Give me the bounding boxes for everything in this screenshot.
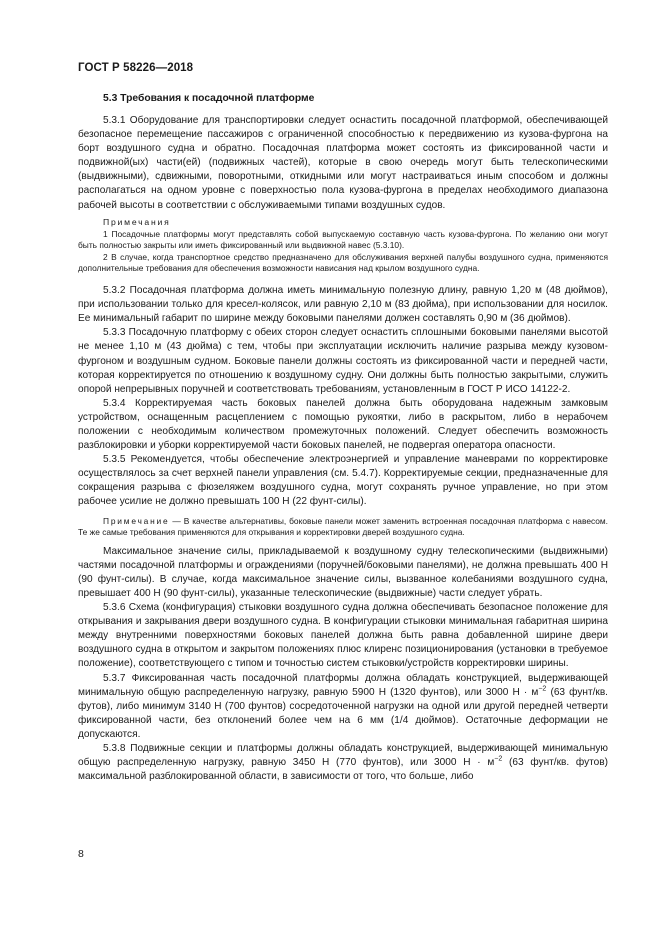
paragraph-max-force: Максимальное значение силы, прикладываемой к воздушному судну телескопическими (выдвижными) частями посадочной платформы и ограждениями (поручней/боковыми панелями), не должна превышать 400 Н (90 фунт-силы). В случае, когда максимальное значение силы, вызванное колебаниями воздушного судна, превышает 400 Н (90 фунт-силы), указанные телескопические (выдвижные) части следует убрать. — [78, 545, 608, 599]
note-single-text: — В качестве альтернативы, боковые панели может заменить встроенная посадочная платформа с навесом. Те же самые требования применяются для открывания и корректировки дверей воздушного судна. — [78, 515, 608, 538]
paragraph-5-3-8-part-b: (63 фунт/кв. футов) максимальной разблокированной области, в зависимости от того, что больше, либо — [78, 757, 608, 783]
paragraph-5-3-3: 5.3.3 Посадочную платформу с обеих сторон следует оснастить сплошными боковыми панелями высотой не менее 1,10 м (43 дюйма) с тем, чтобы при эксплуатации исключить наличие разрыва между кузовом-фургоном и воздушным судном. Боковые панели должны состоять из фиксированной части и передней части, которая корректируется по отношению к воздушному судну. Они должны быть полностью закрытыми, служить опорой непрерывных поручней и соответствовать требованиям, установленным в ГОСТ Р ИСО 14122-2. — [78, 327, 608, 395]
paragraph-5-3-4: 5.3.4 Корректируемая часть боковых панелей должна быть оборудована надежным замковым устройством, оснащенным расцеплением с помощью рукоятки, либо в раскрытом, либо в нерабочем положении с необходимым количеством промежуточных положений. Следует обеспечить возможность разблокировки и уборки корректируемой части боковых панелей, не подвергая оператора опасности. — [78, 397, 608, 452]
paragraph-5-3-5: 5.3.5 Рекомендуется, чтобы обеспечение электроэнергией и управление маневрами по корректировке осуществлялось за счет верхней панели управления (см. 5.4.7). Корректируемые секции, предназначенные для сокращения разрыва с фюзеляжем воздушного судна, могут сохранять ручное управление, но при этом рабочее усилие не должно превышать 100 Н (22 фунт-силы). — [78, 454, 608, 508]
paragraph-5-3-7-part-a: 5.3.7 Фиксированная часть посадочной платформы должна обладать конструкцией, выдерживающей минимальную общую распределенную нагрузку, равную 5900 Н (1320 фунтов), или 3000 Н · м — [78, 672, 608, 698]
standard-header: ГОСТ Р 58226—2018 — [78, 62, 194, 74]
notes-heading: Примечания — [103, 216, 171, 227]
page-number: 8 — [78, 848, 84, 860]
paragraph-5-3-8 — [78, 742, 608, 784]
paragraph-5-3-7-part-b: (63 фунт/кв. футов), либо минимум 3140 Н (700 фунтов) сосредоточенной нагрузки на одной или другой передней четверти фиксированной части, без отклонений более чем на 6 мм (1/4 дюймов). Остаточные деформации не допускаются. — [78, 686, 608, 740]
note-1: 1 Посадочные платформы могут представлять собой выпускаемую составную часть кузова-фургона. По желанию они могут быть полностью закрыты или иметь фиксированный или выдвижной навес (5.3.10). — [78, 228, 608, 251]
note-single-label: Примечание — [103, 515, 170, 526]
paragraph-5-3-1: 5.3.1 Оборудование для транспортировки следует оснастить посадочной платформой, обеспечивающей безопасное перемещение пассажиров с ограниченной способностью к передвижению из кузова-фургона на борт воздушного судна и обратно. Посадочная платформа может состоять из фиксированной части и подвижной(ых) части(ей) (подвижных частей), которые в свою очередь могут быть телескопическими (выдвижными), сдвижными, поворотными, откидными или могут настраиваться иным способом и должны располагаться на одном уровне с поверхностью пола кузова-фургона в пределах необходимого диапазона рабочей высоты в соответствии с обслуживаемыми типами воздушных судов. — [78, 115, 608, 211]
paragraph-5-3-7 — [78, 672, 608, 742]
paragraph-5-3-8-exponent: −2 — [494, 755, 503, 763]
paragraph-5-3-8-part-a: 5.3.8 Подвижные секции и платформы должны обладать конструкцией, выдерживающей минимальную общую распределенную нагрузку, равную 3450 Н (770 фунтов), или 3000 Н · м — [78, 743, 608, 769]
page-content — [78, 92, 608, 784]
note-2: 2 В случае, когда транспортное средство предназначено для обслуживания верхней палубы воздушного судна, применяются дополнительные требования для обеспечения возможности нависания над крылом воздушного судна. — [78, 251, 608, 274]
paragraph-5-3-2: 5.3.2 Посадочная платформа должна иметь минимальную полезную длину, равную 1,20 м (48 дюймов), при использовании только для кресел-колясок, или равную 2,10 м (83 дюйма), при использовании для носилок. Ее минимальный габарит по ширине между боковыми панелями должен составлять 0,90 м (36 дюймов). — [78, 285, 608, 325]
paragraph-5-3-6: 5.3.6 Схема (конфигурация) стыковки воздушного судна должна обеспечивать безопасное положение для открывания и закрывания двери воздушного судна. В конфигурации стыковки минимальная габаритная ширина между внутренними поверхностями боковых панелей должна быть равна добавленной ширине двери воздушного судна в открытом и закрытом положениях плюс клиренс позиционирования (установки в требуемое положение), соответствующего с типом и точностью систем стыковки/устройств корректировки ширины. — [78, 602, 608, 670]
section-title: 5.3 Требования к посадочной платформе — [103, 93, 315, 104]
paragraph-5-3-7-exponent: −2 — [538, 685, 547, 693]
note-single — [78, 516, 608, 539]
